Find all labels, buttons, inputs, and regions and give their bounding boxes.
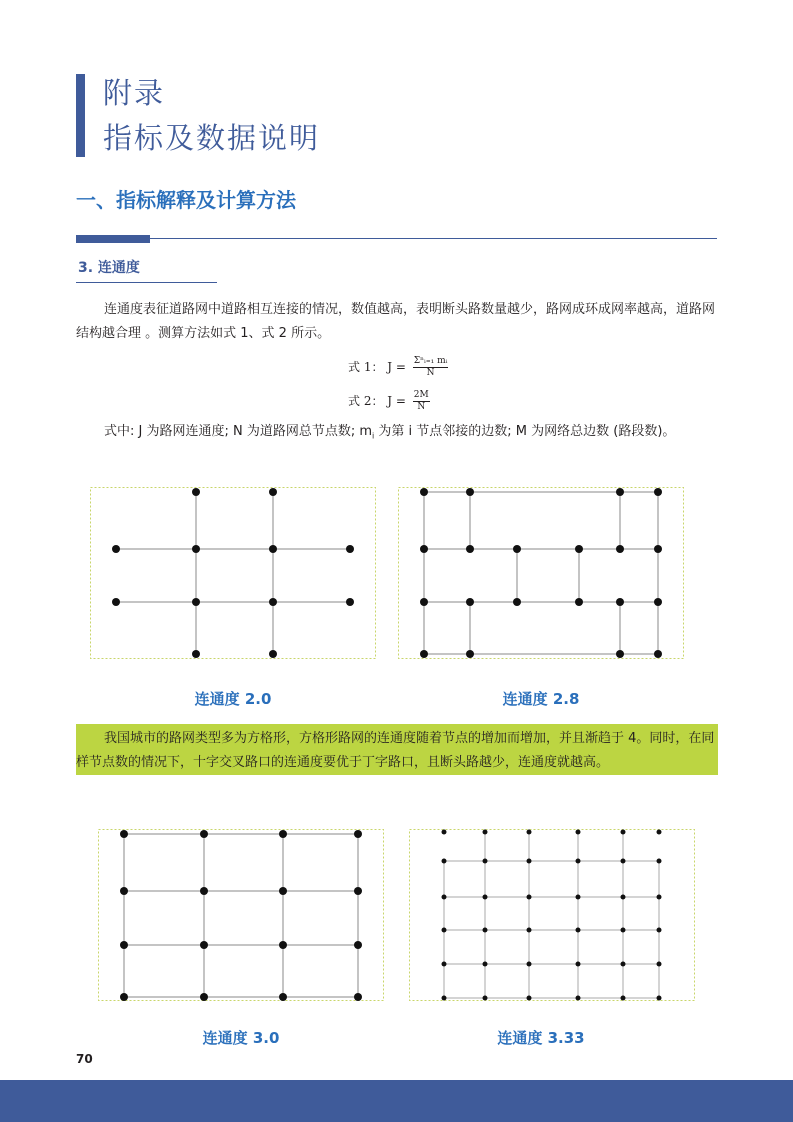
- legend-subscript: i: [372, 431, 375, 441]
- subsection-underline: [76, 282, 217, 283]
- intro-paragraph: 连通度表征道路网中道路相互连接的情况，数值越高，表明断头路数量越少，路网成环成网率越高，道路网结构越合理 。测算方法如式 1、式 2 所示。: [76, 302, 716, 341]
- legend-text-end: 为第 i 节点邻接的边数; M 为网络总边数 (路段数)。: [374, 424, 676, 439]
- section-divider: [76, 238, 717, 239]
- section-title: 一、指标解释及计算方法: [76, 188, 296, 212]
- formula-2-denominator: N: [417, 402, 426, 412]
- subsection-title: 3. 连通度: [78, 260, 140, 276]
- highlight-text: 我国城市的路网类型多为方格形，方格形路网的连通度随着节点的增加而增加，并且渐趋于 4。同时，在同样节点数的情况下，十字交叉路口的连通度要优于丁字路口，且断头路越少，连通度就越高。: [76, 731, 715, 770]
- legend-text-start: 式中: J 为路网连通度; N 为道路网总节点数; m: [104, 424, 373, 439]
- caption-diagram-3-33: 连通度 3.33: [497, 1029, 585, 1047]
- formula-1-denominator: N: [426, 368, 435, 378]
- formula-1-numerator: Σⁿᵢ₌₁ mᵢ: [413, 356, 448, 366]
- caption-diagram-3-0: 连通度 3.0: [202, 1029, 280, 1047]
- highlight-note: [76, 724, 718, 775]
- formula-2-lhs: J =: [387, 394, 406, 408]
- appendix-subtitle: 指标及数据说明: [103, 121, 321, 155]
- formula-1: [348, 356, 448, 379]
- network-diagram-3-33: [409, 829, 695, 1001]
- title-accent-bar: [76, 74, 85, 157]
- formula-1-fraction: [413, 356, 449, 379]
- footer-band: [0, 1080, 793, 1122]
- page-number: 70: [76, 1052, 93, 1066]
- network-diagram-3-0: [98, 829, 384, 1001]
- section-divider-accent: [76, 235, 150, 243]
- caption-diagram-2-8: 连通度 2.8: [502, 690, 580, 708]
- appendix-title: 附录: [103, 76, 166, 110]
- formula-2-numerator: 2M: [413, 390, 429, 400]
- caption-diagram-2-0: 连通度 2.0: [194, 690, 272, 708]
- formula-2-fraction: [413, 390, 430, 413]
- formula-legend: [76, 420, 718, 449]
- formula-1-lhs: J =: [387, 360, 406, 374]
- network-diagram-2-8: [398, 487, 684, 659]
- formula-1-label: 式 1：: [348, 360, 384, 374]
- formula-2: [348, 390, 430, 413]
- network-diagram-2-0: [90, 487, 376, 659]
- formula-2-label: 式 2：: [348, 394, 384, 408]
